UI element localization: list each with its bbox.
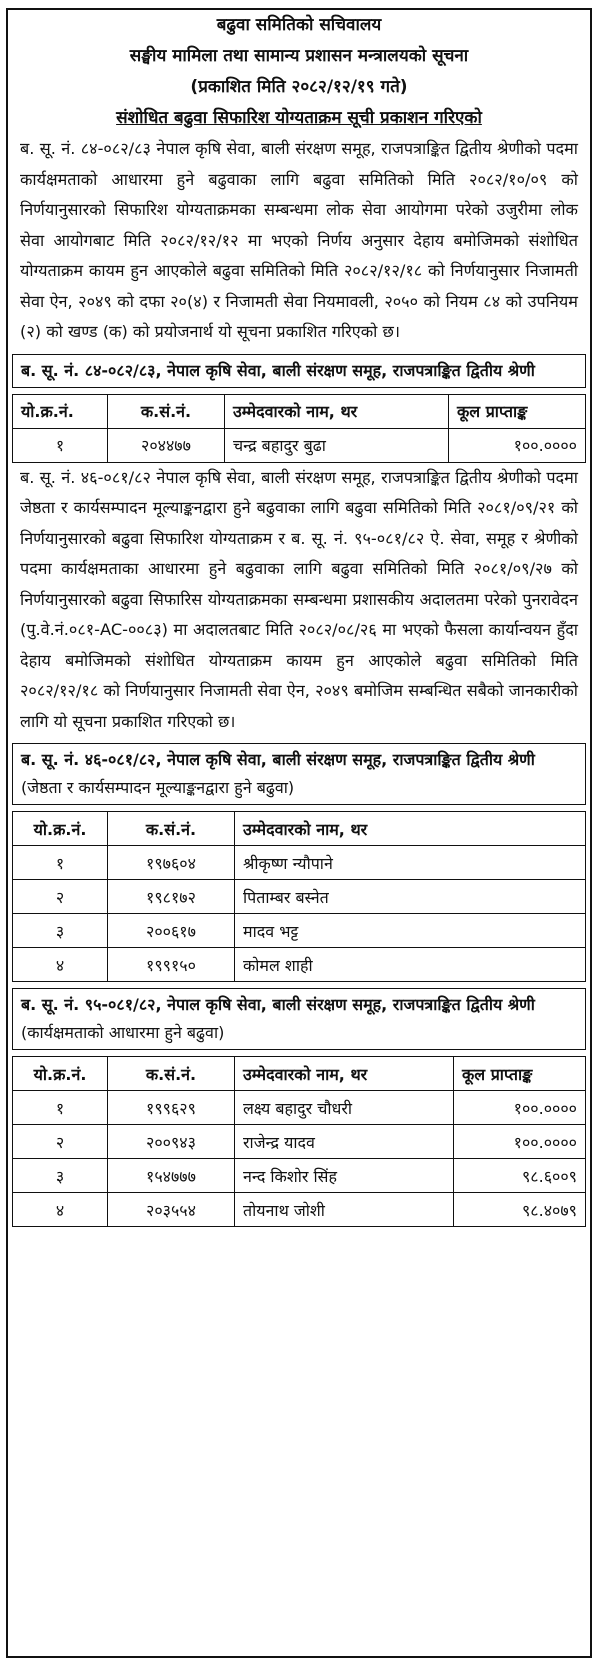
- table3: [12, 1056, 586, 1227]
- col-name: उम्मेदवारको नाम, थर: [235, 812, 586, 846]
- cell-serial: ३: [13, 1159, 108, 1193]
- cell-roll: १९९६२९: [108, 1091, 235, 1125]
- table-row: [13, 948, 586, 982]
- table-row: [13, 1125, 586, 1159]
- cell-roll: २००९४३: [108, 1125, 235, 1159]
- cell-serial: ४: [13, 1193, 108, 1227]
- col-score: कूल प्राप्ताङ्क: [449, 394, 586, 428]
- table-row: [13, 914, 586, 948]
- secretariat-title: बढुवा समितिको सचिवालय: [216, 15, 382, 35]
- table-row: [13, 1091, 586, 1125]
- table1: [12, 394, 586, 463]
- cell-serial: ३: [13, 914, 108, 948]
- cell-serial: १: [13, 846, 108, 880]
- table1-header-row: [13, 394, 586, 428]
- table2-title-bold: ब. सू. नं. ४६-०८१/८२, नेपाल कृषि सेवा, बाली संरक्षण समूह, राजपत्राङ्कित द्वितीय श्रेणी: [21, 750, 535, 769]
- table2: [12, 811, 586, 982]
- cell-serial: १: [13, 428, 108, 462]
- cell-name: नन्द किशोर सिंह: [235, 1159, 454, 1193]
- cell-serial: १: [13, 1091, 108, 1125]
- cell-score: ९८.६००९: [454, 1159, 586, 1193]
- cell-score: ९८.४०७९: [454, 1193, 586, 1227]
- cell-name: मादव भट्ट: [235, 914, 586, 948]
- table3-title-plain: (कार्यक्षमताको आधारमा हुने बढुवा): [21, 1023, 225, 1042]
- col-serial: यो.क्र.नं.: [13, 394, 108, 428]
- table3-title: [12, 988, 586, 1050]
- col-serial: यो.क्र.नं.: [13, 812, 108, 846]
- notice-paragraph-1: ब. सू. नं. ८४-०८२/८३ नेपाल कृषि सेवा, बाली संरक्षण समूह, राजपत्राङ्कित द्वितीय श्रेणीको पदमा कार्यक्षमताको आधारमा हुने बढुवाका लागि बढुवा समितिको मिति २०८२/१०/०९ को निर्णयानुसारको सिफारिश योग्यताक्रमका सम्बन्धमा लोक सेवा आयोगमा परेको उजुरीमा लोक सेवा आयोगबाट मिति २०८२/१२/१२ मा भएको निर्णय अनुसार देहाय बमोजिमको संशोधित योग्यताक्रम कायम हुन आएकोले बढुवा समितिको मिति २०८२/१२/१८ को निर्णयानुसार निजामती सेवा ऐन, २०४९ को दफा २०(४) र निजामती सेवा नियमावली, २०५० को नियम ८४ को उपनियम (२) को खण्ड (क) को प्रयोजनार्थ यो सूचना प्रकाशित गरिएको छ।: [20, 139, 578, 341]
- cell-serial: २: [13, 880, 108, 914]
- table3-title-bold: ब. सू. नं. ९५-०८१/८२, नेपाल कृषि सेवा, बाली संरक्षण समूह, राजपत्राङ्कित द्वितीय श्रेणी: [21, 995, 535, 1014]
- notice-frame: [6, 8, 592, 1658]
- cell-name: कोमल शाही: [235, 948, 586, 982]
- cell-name: राजेन्द्र यादव: [235, 1125, 454, 1159]
- cell-name: श्रीकृष्ण न्यौपाने: [235, 846, 586, 880]
- col-serial: यो.क्र.नं.: [13, 1057, 108, 1091]
- table-row: [13, 846, 586, 880]
- table-row: [13, 1193, 586, 1227]
- ministry-title: सङ्घीय मामिला तथा सामान्य प्रशासन मन्त्रालयको सूचना: [129, 46, 469, 66]
- table-row: [13, 1159, 586, 1193]
- notice-paragraph-2: ब. सू. नं. ४६-०८१/८२ नेपाल कृषि सेवा, बाली संरक्षण समूह, राजपत्राङ्कित द्वितीय श्रेणीको पदमा जेष्ठता र कार्यसम्पादन मूल्याङ्कनद्वारा हुने बढुवाका लागि बढुवा समितिको मिति २०८१/०९/२१ को निर्णयानुसारको बढुवा सिफारिश योग्यताक्रम र ब. सू. नं. ९५-०८१/८२ ऐ. सेवा, समूह र श्रेणीको पदमा कार्यक्षमताका आधारमा हुने बढुवाका लागि बढुवा समितिको मिति २०८१/०९/२७ को निर्णयानुसारको बढुवा सिफारिस योग्यताक्रमका सम्बन्धमा प्रशासकीय अदालतमा परेको पुनरावेदन (पु.वे.नं.०८१-AC-००८३) मा अदालतबाट मिति २०८२/०८/२६ मा भएको फैसला कार्यान्वयन हुँदा देहाय बमोजिमको संशोधित योग्यताक्रम कायम हुन आएकोले बढुवा समितिको मिति २०८२/१२/१८ को निर्णयानुसार निजामती सेवा ऐन, २०४९ बमोजिम सम्बन्धित सबैको जानकारीको लागि यो सूचना प्रकाशित गरिएको छ।: [20, 467, 578, 731]
- table-row: [13, 428, 586, 462]
- cell-roll: १९७६०४: [108, 846, 235, 880]
- col-roll: क.सं.नं.: [108, 394, 225, 428]
- table2-header-row: [13, 812, 586, 846]
- cell-name: लक्ष्य बहादुर चौधरी: [235, 1091, 454, 1125]
- table1-title-text: ब. सू. नं. ८४-०८२/८३, नेपाल कृषि सेवा, बाली संरक्षण समूह, राजपत्राङ्कित द्वितीय श्रेणी: [21, 360, 535, 380]
- table2-title: [12, 743, 586, 805]
- col-roll: क.सं.नं.: [108, 812, 235, 846]
- cell-name: चन्द्र बहादुर बुढा: [225, 428, 449, 462]
- cell-roll: २०४४७७: [108, 428, 225, 462]
- cell-roll: १५४७७७: [108, 1159, 235, 1193]
- col-score: कूल प्राप्ताङ्क: [454, 1057, 586, 1091]
- cell-roll: १९९१५०: [108, 948, 235, 982]
- published-date: (प्रकाशित मिति २०८२/१२/१९ गते): [190, 77, 408, 97]
- cell-serial: ४: [13, 948, 108, 982]
- cell-name: तोयनाथ जोशी: [235, 1193, 454, 1227]
- col-roll: क.सं.नं.: [108, 1057, 235, 1091]
- cell-roll: १९८१७२: [108, 880, 235, 914]
- col-name: उम्मेदवारको नाम, थर: [235, 1057, 454, 1091]
- cell-serial: २: [13, 1125, 108, 1159]
- notice-subject: संशोधित बढुवा सिफारिश योग्यताक्रम सूची प्रकाशन गरिएको: [116, 108, 482, 128]
- cell-roll: २००६१७: [108, 914, 235, 948]
- table1-title: [12, 354, 586, 388]
- cell-score: १००.००००: [454, 1125, 586, 1159]
- cell-name: पिताम्बर बस्नेत: [235, 880, 586, 914]
- table2-title-plain: (जेष्ठता र कार्यसम्पादन मूल्याङ्कनद्वारा हुने बढुवा): [21, 778, 295, 797]
- table-row: [13, 880, 586, 914]
- table3-header-row: [13, 1057, 586, 1091]
- cell-score: १००.००००: [449, 428, 586, 462]
- col-name: उम्मेदवारको नाम, थर: [225, 394, 449, 428]
- cell-score: १००.००००: [454, 1091, 586, 1125]
- cell-roll: २०३५५४: [108, 1193, 235, 1227]
